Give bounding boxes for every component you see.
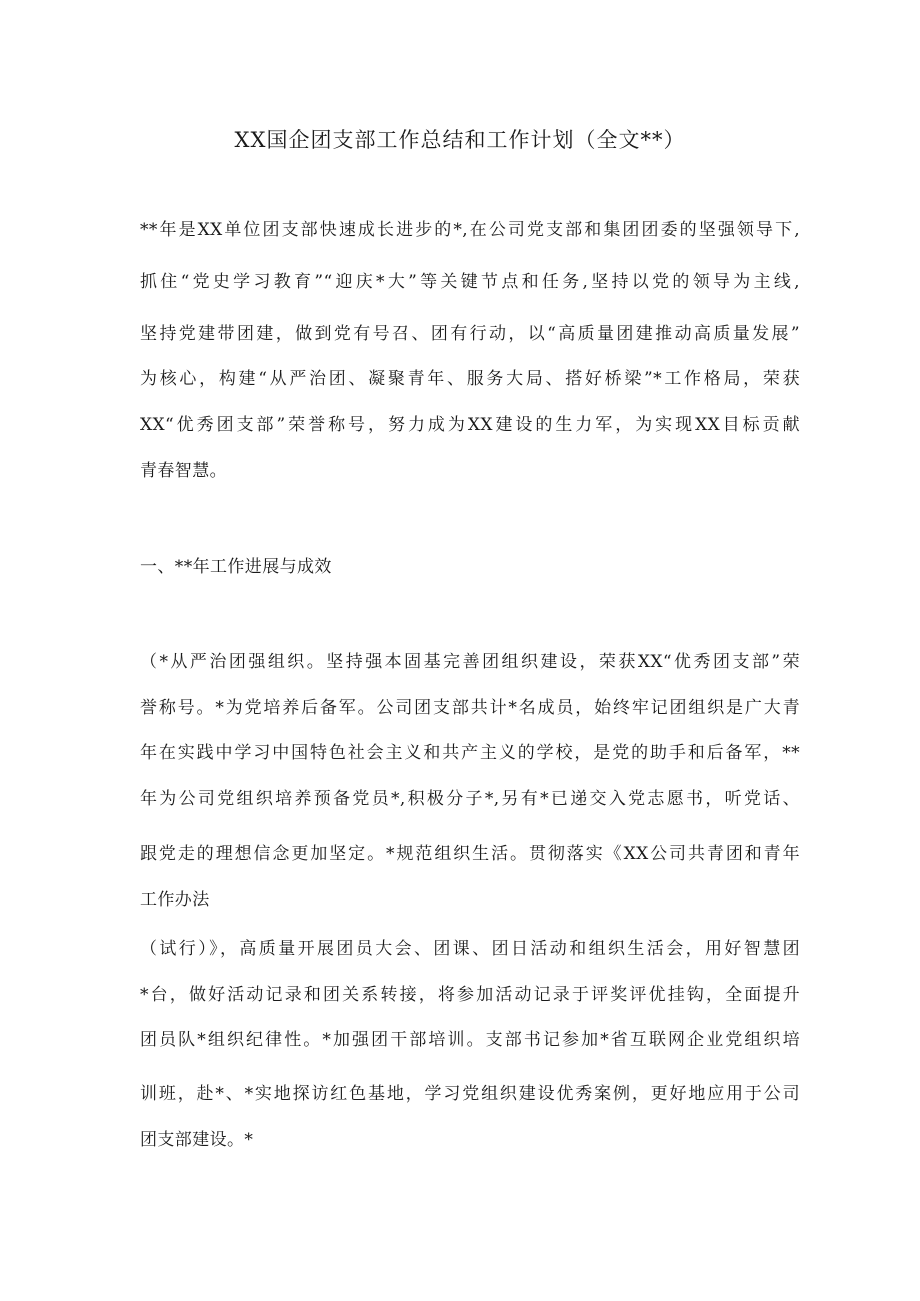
intro-line-6: 青春智慧。 [140,461,227,481]
section-line-3: 年在实践中学习中国特色社会主义和共产主义的学校，是党的助手和后备军，** [140,743,800,763]
section-line-9: 团员队*组织纪律性。*加强团干部培训。支部书记参加*省互联网企业党组织培 [140,1030,800,1050]
section-line-8: *台，做好活动记录和团关系转接，将参加活动记录于评奖评优挂钩，全面提升 [140,985,800,1005]
intro-line-4: 为核心，构建“从严治团、凝聚青年、服务大局、搭好桥梁”*工作格局，荣获 [140,369,800,389]
section-line-7: （试行）》，高质量开展团员大会、团课、团日活动和组织生活会，用好智慧团 [140,939,800,959]
intro-line-1: **年是XX单位团支部快速成长进步的*,在公司党支部和集团团委的坚强领导下, [140,220,800,240]
document-title: XX国企团支部工作总结和工作计划（全文**） [234,128,686,152]
section-line-5: 跟党走的理想信念更加坚定。*规范组织生活。贯彻落实《XX公司共青团和青年 [140,844,800,864]
section-line-1: （*从严治团强组织。坚持强本固基完善团组织建设，荣获XX“优秀团支部”荣 [140,652,800,672]
intro-line-5: XX“优秀团支部”荣誉称号，努力成为XX建设的生力军，为实现XX目标贡献 [140,415,800,435]
section-line-10: 训班，赴*、*实地探访红色基地，学习党组织建设优秀案例，更好地应用于公司 [140,1084,800,1104]
section-line-2: 誉称号。*为党培养后备军。公司团支部共计*名成员，始终牢记团组织是广大青 [140,698,800,718]
section-line-11: 团支部建设。* [140,1130,254,1150]
intro-line-2: 抓住“党史学习教育”“迎庆*大”等关键节点和任务,坚持以党的领导为主线, [140,272,800,292]
section-line-6: 工作办法 [140,890,210,910]
section-heading: 一、**年工作进展与成效 [140,557,332,577]
intro-line-3: 坚持党建带团建，做到党有号召、团有行动，以“高质量团建推动高质量发展” [140,324,800,344]
section-line-4: 年为公司党组织培养预备党员*,积极分子*,另有*已递交入党志愿书，听党话、 [140,789,800,809]
